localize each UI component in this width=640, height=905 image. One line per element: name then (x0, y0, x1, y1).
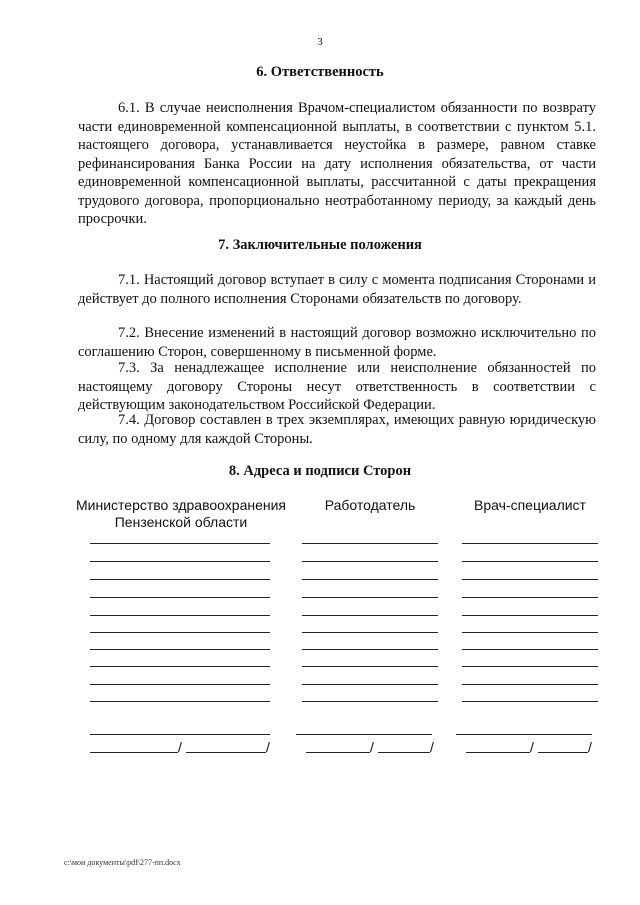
clause-7-2 (78, 324, 596, 361)
address-line[interactable] (90, 684, 270, 685)
signature-separator: / (430, 739, 434, 755)
initials-line[interactable] (538, 752, 588, 753)
address-line[interactable] (462, 561, 598, 562)
initials-line[interactable] (378, 752, 430, 753)
address-line[interactable] (462, 579, 598, 580)
clause-7-4-text: 7.4. Договор составлен в трех экземплярах, имеющих равную юридическую силу, по одному для каждой Стороны. (78, 412, 596, 447)
clause-7-1-text: 7.1. Настоящий договор вступает в силу с момента подписания Сторонами и действует до полного исполнения Сторонами обязательств по договору. (78, 272, 596, 307)
clause-7-2-text: 7.2. Внесение изменений в настоящий договор возможно исключительно по соглашению Сторон, совершенному в письменной форме. (78, 325, 596, 360)
section-6-title: 6. Ответственность (256, 64, 384, 80)
address-line[interactable] (302, 632, 438, 633)
signature-title-line[interactable] (90, 734, 270, 735)
clause-6-1 (78, 99, 596, 229)
section-8-title: 8. Адреса и подписи Сторон (228, 463, 412, 479)
address-line[interactable] (302, 666, 438, 667)
signature-title-line[interactable] (456, 734, 592, 735)
party-employer-title: Работодатель (324, 497, 416, 513)
address-line[interactable] (462, 597, 598, 598)
signature-separator: / (370, 739, 374, 755)
address-line[interactable] (90, 615, 270, 616)
page-number: 3 (317, 36, 323, 48)
party-doctor-title: Врач-специалист (474, 497, 586, 513)
address-line[interactable] (302, 684, 438, 685)
clause-6-1-text: 6.1. В случае неисполнения Врачом-специалистом обязанности по возврату части единовременной компенсационной выплаты, в соответствии с пунктом 5.1. настоящего договора, устанавливается неустойка в размере, равном ставке рефинансирования Банка России на дату исполнения обязательства, от части единовременной компенсационной выплаты, рассчитанной с даты прекращения трудового договора, пропорционально неотработанному периоду, за каждый день просрочки. (78, 100, 596, 227)
address-line[interactable] (302, 615, 438, 616)
address-line[interactable] (462, 632, 598, 633)
clause-7-1 (78, 271, 596, 308)
address-line[interactable] (90, 579, 270, 580)
address-line[interactable] (302, 561, 438, 562)
address-line[interactable] (462, 684, 598, 685)
address-line[interactable] (462, 615, 598, 616)
address-line[interactable] (302, 579, 438, 580)
signature-separator: / (178, 739, 182, 755)
address-line[interactable] (302, 597, 438, 598)
party-ministry-title: Министерство здравоохранения Пензенской области (76, 497, 286, 530)
address-line[interactable] (90, 701, 270, 702)
initials-line[interactable] (186, 752, 266, 753)
address-line[interactable] (90, 666, 270, 667)
address-line[interactable] (302, 543, 438, 544)
clause-7-3 (78, 359, 596, 415)
signature-separator: / (588, 739, 592, 755)
address-line[interactable] (462, 666, 598, 667)
signature-line[interactable] (466, 752, 530, 753)
signature-line[interactable] (306, 752, 370, 753)
address-line[interactable] (462, 701, 598, 702)
signature-separator: / (530, 739, 534, 755)
address-line[interactable] (302, 649, 438, 650)
address-line[interactable] (90, 543, 270, 544)
clause-7-3-text: 7.3. За ненадлежащее исполнение или неисполнение обязанностей по настоящему договору Стороны несут ответственность в соответствии с действующим законодательством Российской Федерации. (78, 360, 596, 413)
address-line[interactable] (90, 649, 270, 650)
address-line[interactable] (302, 701, 438, 702)
address-line[interactable] (90, 597, 270, 598)
address-line[interactable] (90, 561, 270, 562)
section-7-title: 7. Заключительные положения (218, 237, 422, 253)
address-line[interactable] (462, 543, 598, 544)
file-path-footer: c:\мои документы\pdf\277-пп.docx (64, 858, 181, 867)
clause-7-4 (78, 411, 596, 448)
signature-title-line[interactable] (296, 734, 432, 735)
address-line[interactable] (462, 649, 598, 650)
signature-line[interactable] (90, 752, 178, 753)
signature-separator: / (266, 739, 270, 755)
address-line[interactable] (90, 632, 270, 633)
